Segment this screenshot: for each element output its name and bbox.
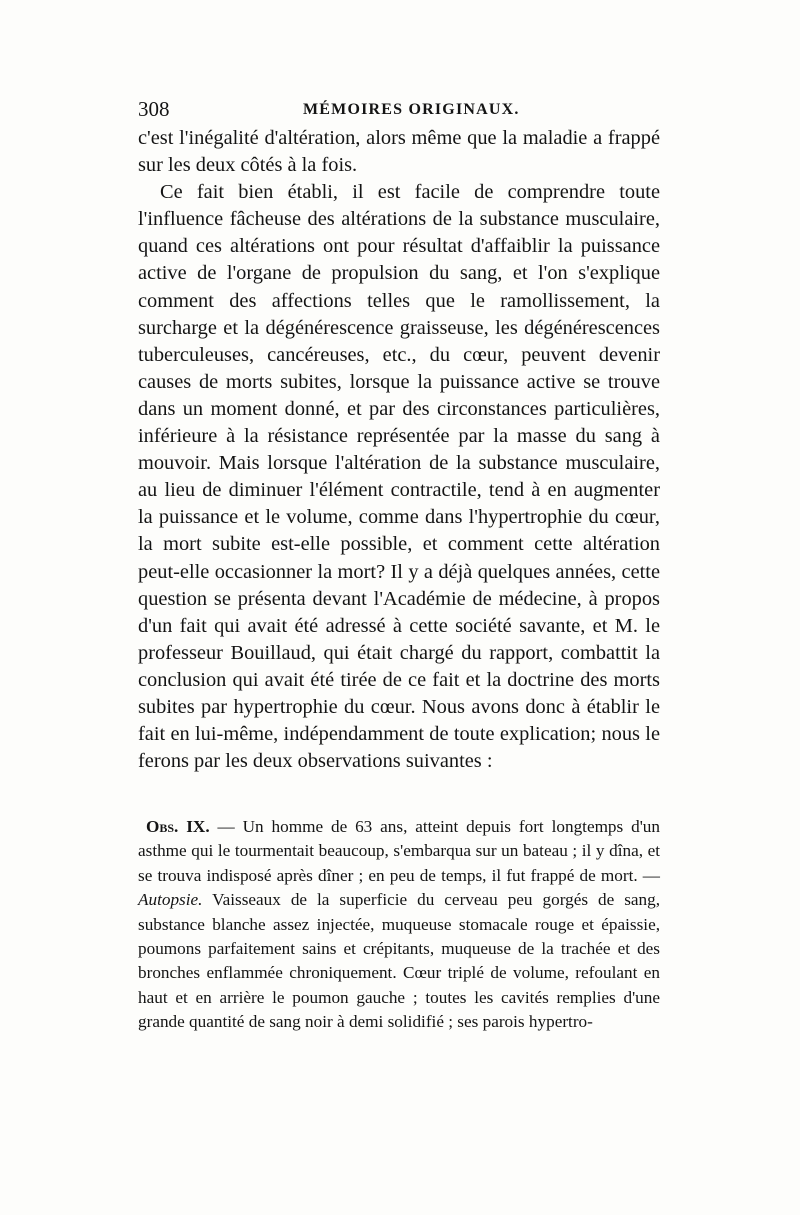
running-title: MÉMOIRES ORIGINAUX. — [303, 101, 520, 118]
page-number: 308 — [138, 97, 170, 121]
running-head — [138, 94, 660, 124]
main-text — [138, 125, 660, 775]
observation-text-part-1: — Un homme de 63 ans, atteint depuis fort longtemps d'un asthme qui le tourmentait beaucoup, s'embarqua sur un bateau ; il y dîna, et se trouva indisposé après dîner ; en peu de temps, il fut frappé de mort. — — [138, 817, 660, 885]
paragraph-argument: Ce fait bien établi, il est facile de comprendre toute l'influence fâcheuse des altérations de la substance musculaire, quand ces altérations ont pour résultat d'affaiblir la puissance active de l'organe de propulsion du sang, et l'on s'explique comment des affections telles que le ramollissement, la surcharge et la dégénérescence graisseuse, les dégénérescences tuberculeuses, cancéreuses, etc., du cœur, peuvent devenir causes de morts subites, lorsque la puissance active se trouve dans un moment donné, et par des circonstances particulières, inférieure à la résistance représentée par la masse du sang à mouvoir. Mais lorsque l'altération de la substance musculaire, au lieu de diminuer l'élément contractile, tend à en augmenter la puissance et le volume, comme dans l'hypertrophie du cœur, la mort subite est-elle possible, et comment cette altération peut-elle occasionner la mort? Il y a déjà quelques années, cette question se présenta devant l'Académie de médecine, à propos d'un fait qui avait été adressé à cette société savante, et M. le professeur Bouillaud, qui était chargé du rapport, combattit la conclusion qui avait été tirée de ce fait et la doctrine des morts subites par hypertrophie du cœur. Nous avons donc à établir le fait en lui-même, indépendamment de toute explication; nous le ferons par les deux observations suivantes : — [138, 181, 660, 773]
observation-ix — [138, 815, 660, 1035]
paragraph-continuation: c'est l'inégalité d'altération, alors même que la maladie a frappé sur les deux côtés à la fois. — [138, 127, 660, 177]
observation-label: Obs. IX. — [146, 817, 210, 836]
autopsie-heading: Autopsie. — [138, 890, 203, 910]
observation-text-part-2: Vaisseaux de la superficie du cerveau peu gorgés de sang, substance blanche assez injectée, muqueuse stomacale rouge et épaissie, poumons parfaitement sains et crépitants, muqueuse de la trachée et des bronches enflammée chroniquement. Cœur triplé de volume, refoulant en haut et en arrière le poumon gauche ; toutes les cavités remplies d'une grande quantité de sang noir à demi solidifié ; ses parois hypertro- — [138, 890, 660, 1032]
